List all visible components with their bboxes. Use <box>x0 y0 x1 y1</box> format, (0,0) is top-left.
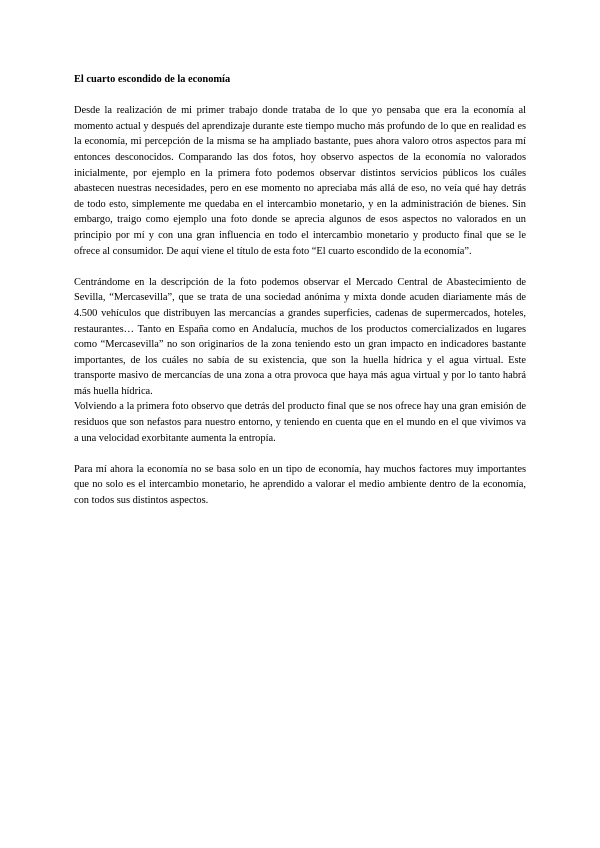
paragraph-spacer <box>74 446 526 462</box>
paragraph-3: Volviendo a la primera foto observo que detrás del producto final que se nos ofrece hay una gran emisión de residuos que son nefastos para nuestro entorno, y teniendo en cuenta que en el mundo en el que vivimos va a una velocidad exorbitante aumenta la entropía. <box>74 401 526 444</box>
paragraph-4: Para mí ahora la economía no se basa solo en un tipo de economía, hay muchos factores muy importantes que no solo es el intercambio monetario, he aprendido a valorar el medio ambiente dentro de la economía, con todos sus distintos aspectos. <box>74 463 526 507</box>
paragraph-spacer <box>74 259 526 275</box>
document-title: El cuarto escondido de la economía <box>74 74 231 85</box>
document-body <box>74 72 526 509</box>
paragraph-1: Desde la realización de mi primer trabajo donde trataba de lo que yo pensaba que era la economía al momento actual y después del aprendizaje durante este tiempo mucho más profundo de lo que en realidad es la economía, mi percepción de la misma se ha ampliado bastante, pues ahora valoro otros aspectos para mí entonces desconocidos. Comparando las dos fotos, hoy observo aspectos de la economía no valorados inicialmente, por ejemplo en la primera foto podemos observar distintos servicios públicos los cuáles abastecen nuestras necesidades, pero en ese momento no apreciaba más allá de eso, no veía qué hay detrás de todo esto, simplemente me quedaba en el intercambio monetario, y en la administración de bienes. Sin embargo, traigo como ejemplo una foto donde se aprecia algunos de esos aspectos no valorados en un principio por mí y con una gran influencia en todo el intercambio monetario y producto final que se le ofrece al consumidor. De aquí viene el título de esta foto “El cuarto escondido de la economía”. <box>74 105 526 257</box>
paragraph-2: Centrándome en la descripción de la foto podemos observar el Mercado Central de Abastecimiento de Sevilla, “Mercasevilla”, que se trata de una sociedad anónima y mixta donde acuden diariamente más de 4.500 vehículos que distribuyen las mercancías a grandes superficies, cadenas de supermercados, hoteles, restaurantes… Tanto en España como en Andalucía, muchos de los productos comercializados en lugares como “Mercasevilla” no son originarios de la zona teniendo esto un gran impacto en indicadores bastante importantes, de los cuáles no sabía de su existencia, que son la huella hídrica y el agua virtual. Este transporte masivo de mercancías de una zona a otra provoca que haya más agua virtual y por lo tanto habrá más huella hídrica. <box>74 276 526 397</box>
